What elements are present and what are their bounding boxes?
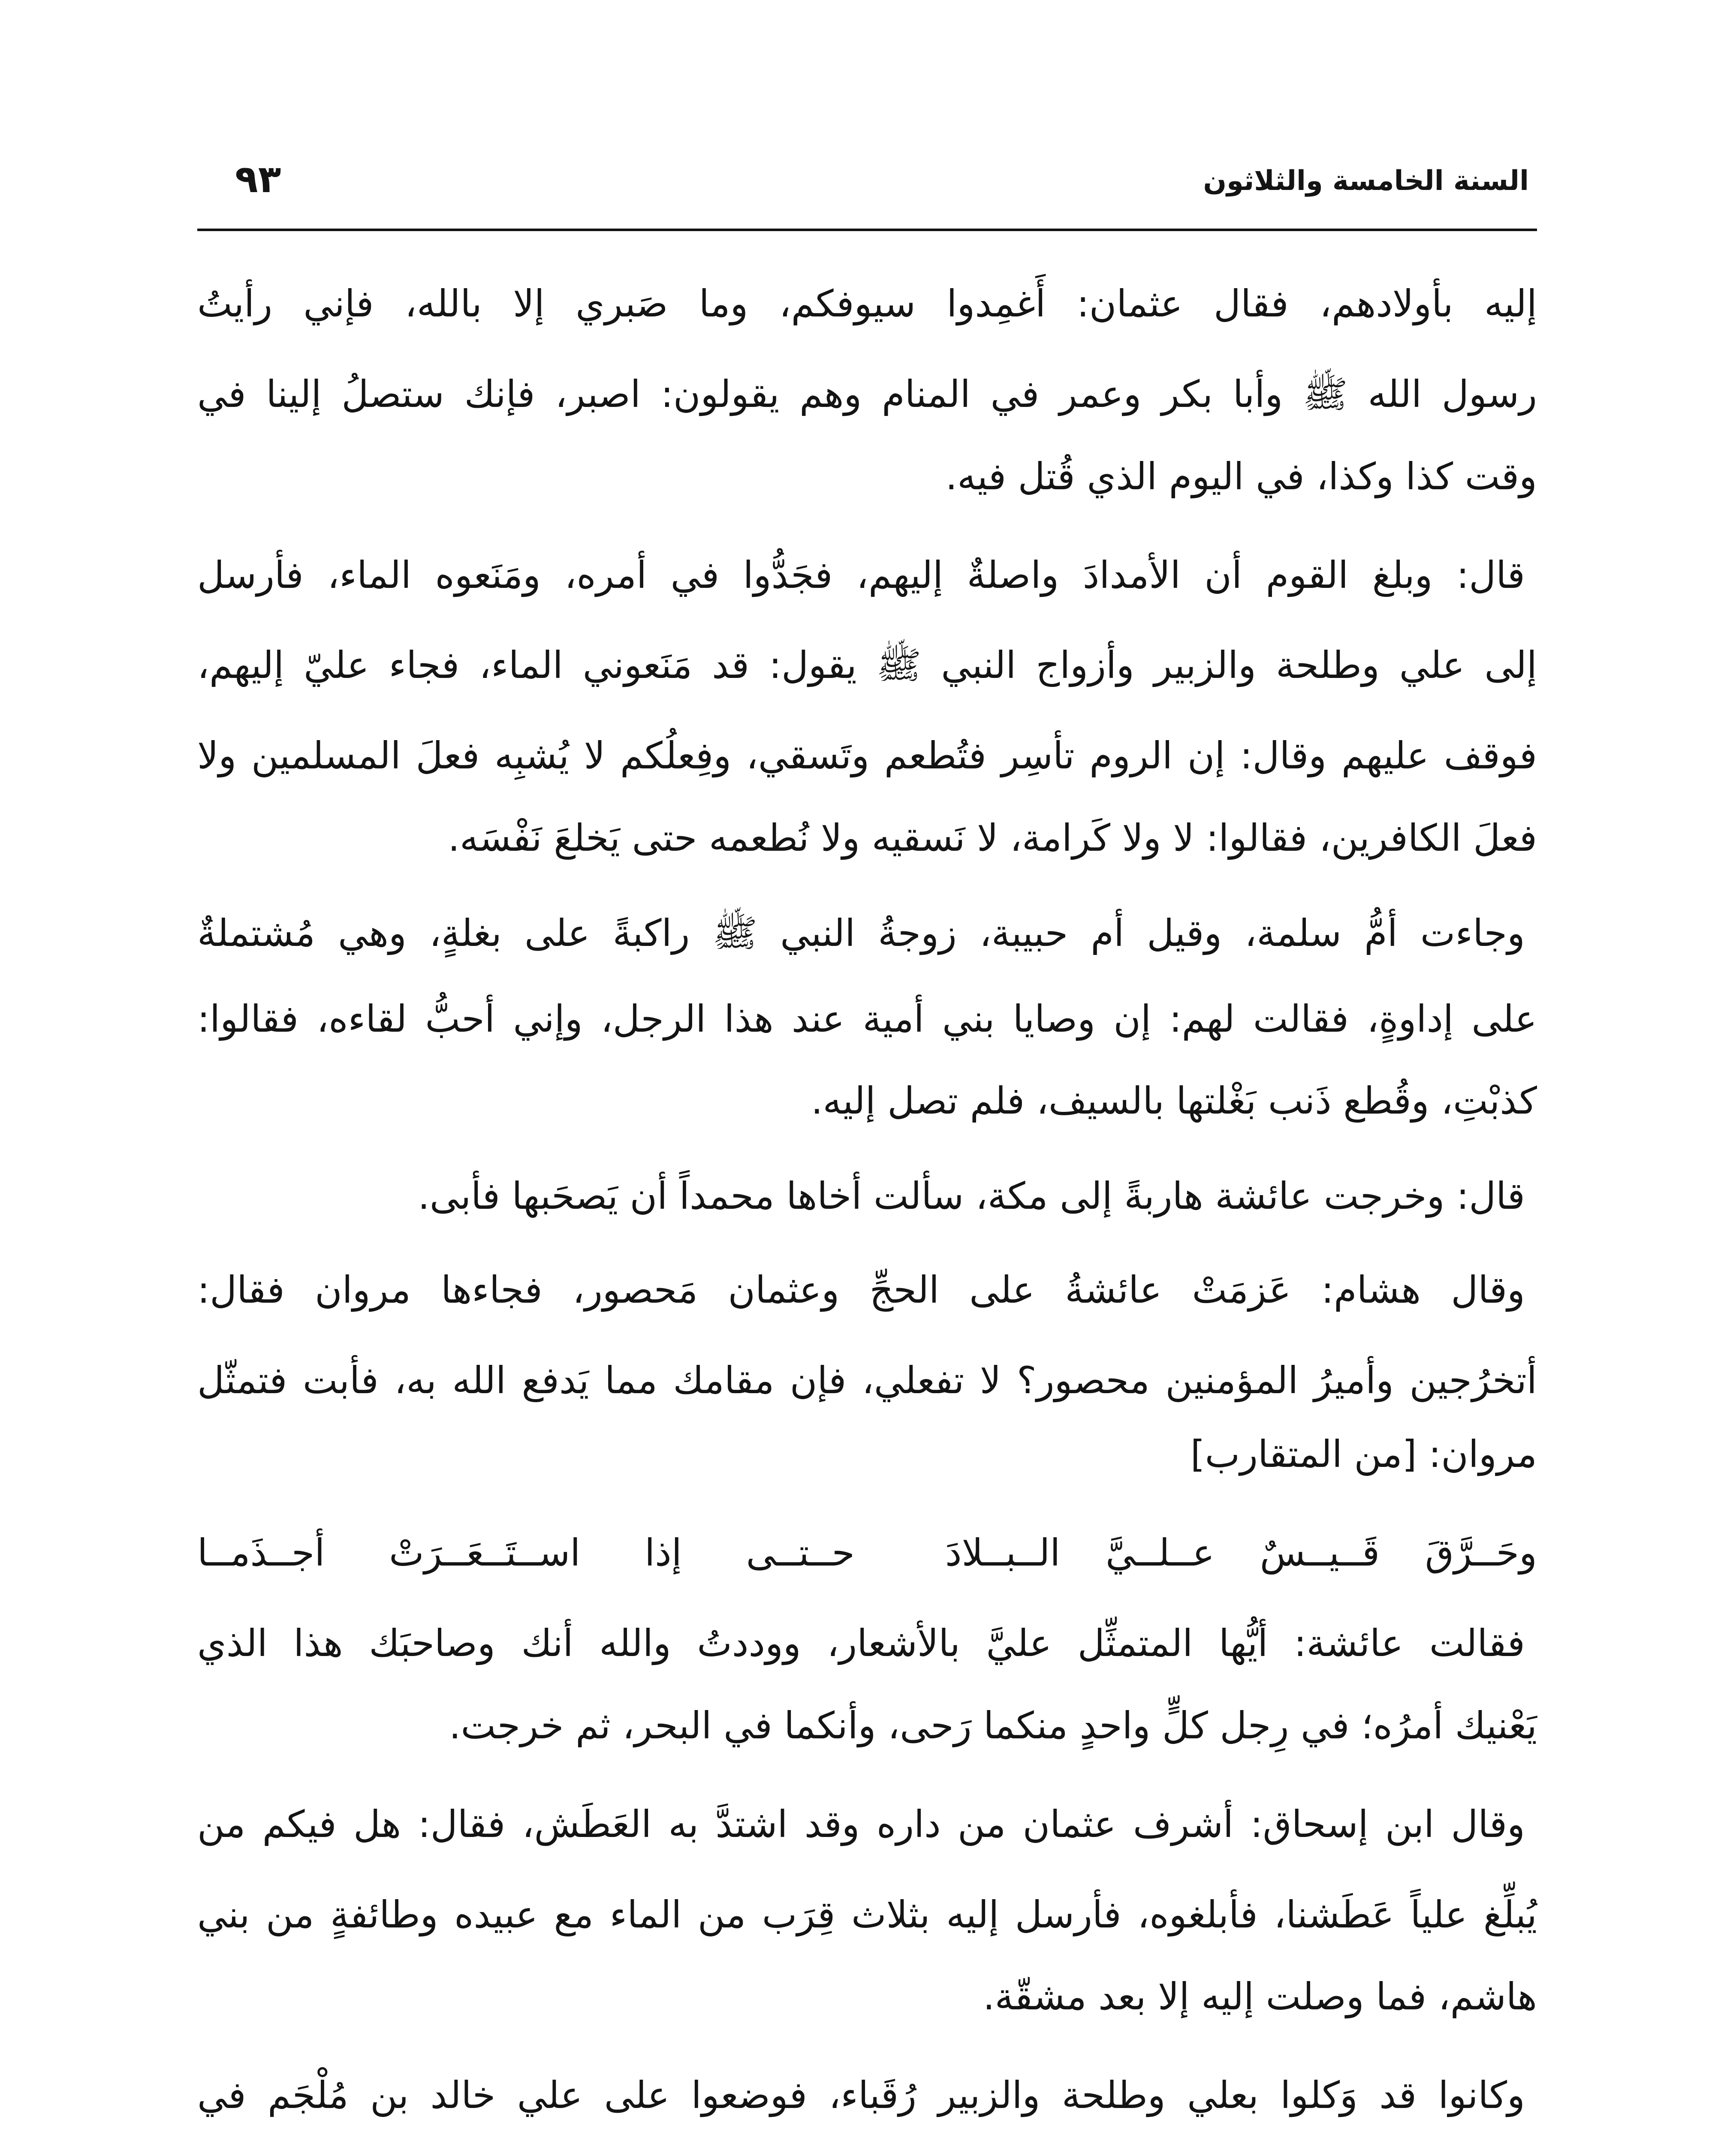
text-line: وقال هشام: عَزمَتْ عائشةُ على الحجِّ وعثمان مَحصور، فجاءها مروان فقال: — [197, 1269, 1525, 1312]
text-line: وقال ابن إسحاق: أشرف عثمان من داره وقد اشتدَّ به العَطَش، فقال: هل فيكم من — [197, 1803, 1525, 1846]
text-line: كذبْتِ، وقُطع ذَنب بَغْلتها بالسيف، فلم تصل إليه. — [811, 1080, 1537, 1123]
text-line: قال: وخرجت عائشة هاربةً إلى مكة، سألت أخاها محمداً أن يَصحَبها فأبى. — [418, 1175, 1525, 1218]
text-line: أتخرُجين وأميرُ المؤمنين محصور؟ لا تفعلي، فإن مقامك مما يَدفع الله به، فأبت فتمثّل — [197, 1359, 1537, 1402]
text-line: وكانوا قد وَكلوا بعلي وطلحة والزبير رُقَباء، فوضعوا على علي خالد بن مُلْجَم في — [197, 2074, 1525, 2117]
text-line: هاشم، فما وصلت إليه إلا بعد مشقّة. — [983, 1975, 1537, 2018]
text-line: فعلَ الكافرين، فقالوا: لا ولا كَرامة، لا نَسقيه ولا نُطعمه حتى يَخلعَ نَفْسَه. — [448, 817, 1537, 860]
verse-first-hemistich: وحَــرَّقَ قَــيــسٌ عــلــيَّ الــبــلادَ — [945, 1532, 1537, 1575]
text-line: وجاءت أمُّ سلمة، وقيل أم حبيبة، زوجةُ النبي ﷺ راكبةً على بغلةٍ، وهي مُشتملةٌ — [197, 912, 1525, 955]
text-line: إليه بأولادهم، فقال عثمان: أَغمِدوا سيوفكم، وما صَبري إلا بالله، فإني رأيتُ — [197, 283, 1537, 325]
page-number: ٩٣ — [235, 157, 281, 201]
running-title: السنة الخامسة والثلاثون — [1203, 165, 1529, 197]
text-line: يَعْنيك أمرُه؛ في رِجل كلٍّ واحدٍ منكما رَحى، وأنكما في البحر، ثم خرجت. — [449, 1704, 1537, 1747]
text-line: قال: وبلغ القوم أن الأمدادَ واصلةٌ إليهم، فجَدُّوا في أمره، ومَنَعوه الماء، فأرسل — [197, 554, 1525, 597]
text-line: يُبلِّغ علياً عَطَشنا، فأبلغوه، فأرسل إليه بثلاث قِرَب من الماء مع عبيده وطائفةٍ من بني — [197, 1894, 1537, 1936]
text-line: فقالت عائشة: أيُّها المتمثِّل عليَّ بالأشعار، ووددتُ والله أنك وصاحبَك هذا الذي — [197, 1622, 1525, 1665]
text-line: على إداوةٍ، فقالت لهم: إن وصايا بني أمية عند هذا الرجل، وإني أحبُّ لقاءه، فقالوا: — [197, 998, 1537, 1041]
header-rule — [197, 229, 1537, 231]
text-line: وقت كذا وكذا، في اليوم الذي قُتل فيه. — [945, 455, 1537, 498]
text-line — [197, 2137, 1537, 2144]
text-line: إلى علي وطلحة والزبير وأزواج النبي ﷺ يقول: قد مَنَعوني الماء، فجاء عليّ إليهم، — [197, 644, 1537, 687]
text-line: رسول الله ﷺ وأبا بكر وعمر في المنام وهم يقولون: اصبر، فإنك ستصلُ إلينا في — [197, 373, 1537, 416]
text-line: مروان: [من المتقارب] — [1190, 1433, 1537, 1476]
text-line: فوقف عليهم وقال: إن الروم تأسِر فتُطعم وتَسقي، وفِعلُكم لا يُشبِه فعلَ المسلمين ولا — [197, 735, 1537, 777]
verse-second-hemistich: حــتــى إذا اســتَــعَــرَتْ أجــذَمــا — [197, 1532, 855, 1575]
